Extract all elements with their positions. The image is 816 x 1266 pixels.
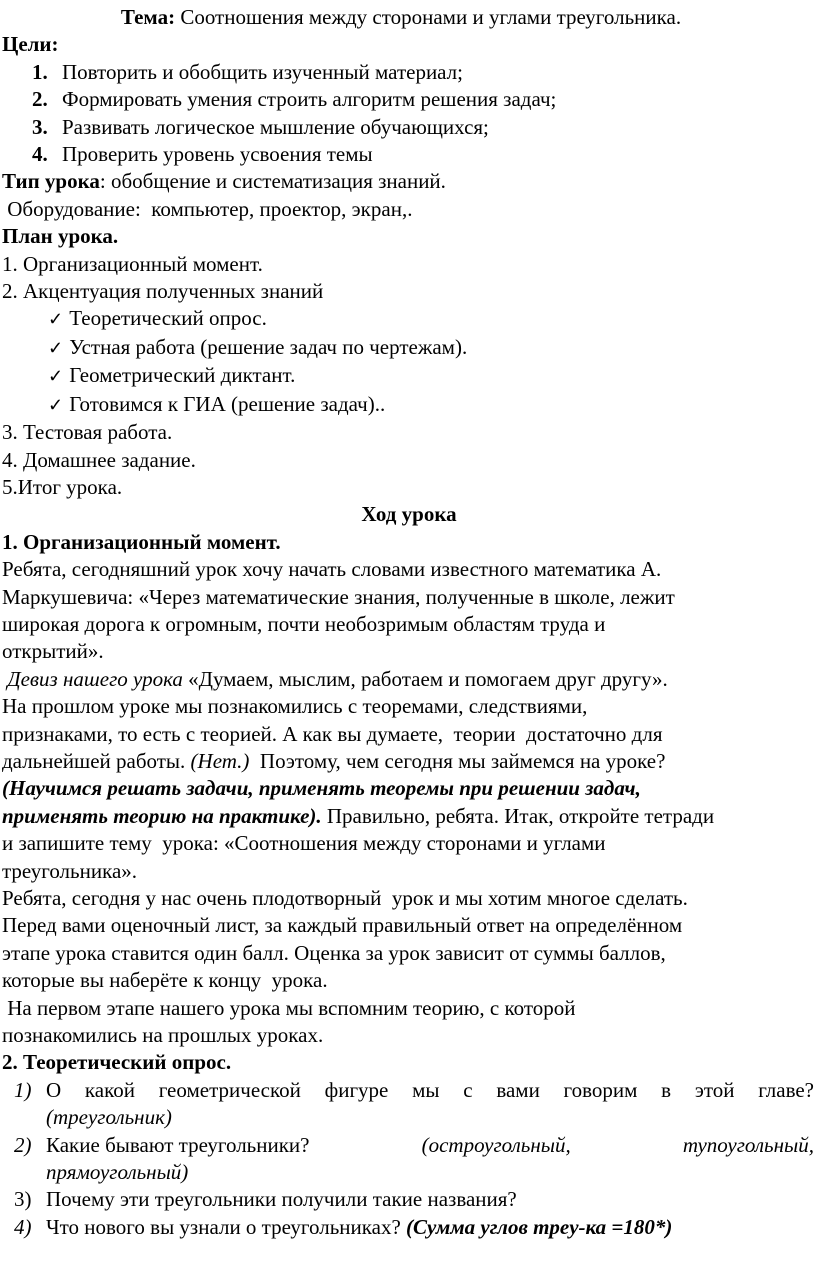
question-item: 1) О какой геометрической фигуре мы с вами говорим в этой главе? (треугольник) [14,1077,814,1130]
motto-label: Девиз нашего урока [2,666,183,691]
topic-text: Соотношения между сторонами и углами треугольника. [175,5,682,29]
grading-paragraph: Ребята, сегодня у нас очень плодотворный урок и мы хотим многое сделать. Перед вами оценочный лист, за каждый правильный ответ на определённом этапе урока ставится один балл. Оценка за урок зависит от суммы баллов, которые вы наберёте к концу урока. [2,886,688,993]
topic-line [0,4,816,31]
stage-paragraph: На первом этапе нашего урока мы вспомним теорию, с которой познакомились на прошлых уроках. [2,995,576,1048]
questions-list [2,1077,816,1241]
plan-item: 1. Организационный момент. [2,251,263,276]
equipment: Оборудование: компьютер, проектор, экран,. [2,196,413,221]
goals-heading: Цели: [2,32,59,57]
plan-subitem: ✓ Теоретический опрос. [48,305,816,333]
plan-heading: План урока. [2,224,119,249]
plan-subitem: ✓ Геометрический диктант. [48,362,816,390]
lesson-type: Тип урока: обобщение и систематизация знаний. [2,169,446,194]
plan-item: 4. Домашнее задание. [2,447,196,472]
topic-label: Тема: [120,5,176,29]
plan-sublist [2,305,816,419]
question-item: 3) Почему эти треугольники получили такие названия? [14,1187,517,1212]
goal-item: 2. Формировать умения строить алгоритм решения задач; [32,87,557,112]
section1-heading: 1. Организационный момент. [2,529,281,554]
goals-list [2,59,816,169]
motto-line [2,666,816,693]
plan-subitem: ✓ Устная работа (решение задач по чертежам). [48,334,816,362]
question-item: 2) Какие бывают треугольники? (остроугольный, тупоугольный, прямоугольный) [14,1132,814,1185]
plan-subitem: ✓ Готовимся к ГИА (решение задач).. [48,391,816,419]
motto-text: «Думаем, мыслим, работаем и помогаем друг другу». [182,666,668,691]
checkmark-icon: ✓ [48,337,64,358]
checkmark-icon: ✓ [48,309,64,330]
question-item: 4) Что нового вы узнали о треугольниках? (Сумма углов треу-ка =180*) [14,1214,673,1239]
plan-item: 3. Тестовая работа. [2,420,173,445]
section2-heading: 2. Теоретический опрос. [2,1050,232,1075]
goal-item: 3. Развивать логическое мышление обучающихся; [32,114,489,139]
discussion-paragraph: На прошлом уроке мы познакомились с теоремами, следствиями, признаками, то есть с теорией. А как вы думаете, теории достаточно для дальнейшей работы. (Нет.) Поэтому, чем сегодня мы займемся на уроке? (Научимся решать задачи, применять теоремы при решении задач, применять теорию на практике). Правильно, ребята. Итак, откройте тетради и запишите тему урока: «Соотношения между сторонами и углами треугольника». [2,694,715,883]
course-heading: Ход урока [361,502,457,527]
plan-item: 5.Итог урока. [2,474,123,499]
goal-item: 1. Повторить и обобщить изученный материал; [32,59,463,84]
checkmark-icon: ✓ [48,394,64,415]
plan-item: 2. Акцентуация полученных знаний [2,279,324,304]
intro-paragraph: Ребята, сегодняшний урок хочу начать словами известного математика А. Маркушевича: «Через математические знания, полученные в школе, лежит широкая дорога к огромным, почти необозримым областям труда и открытий». [2,557,675,664]
goal-item: 4. Проверить уровень усвоения темы [32,142,373,167]
checkmark-icon: ✓ [48,366,64,387]
